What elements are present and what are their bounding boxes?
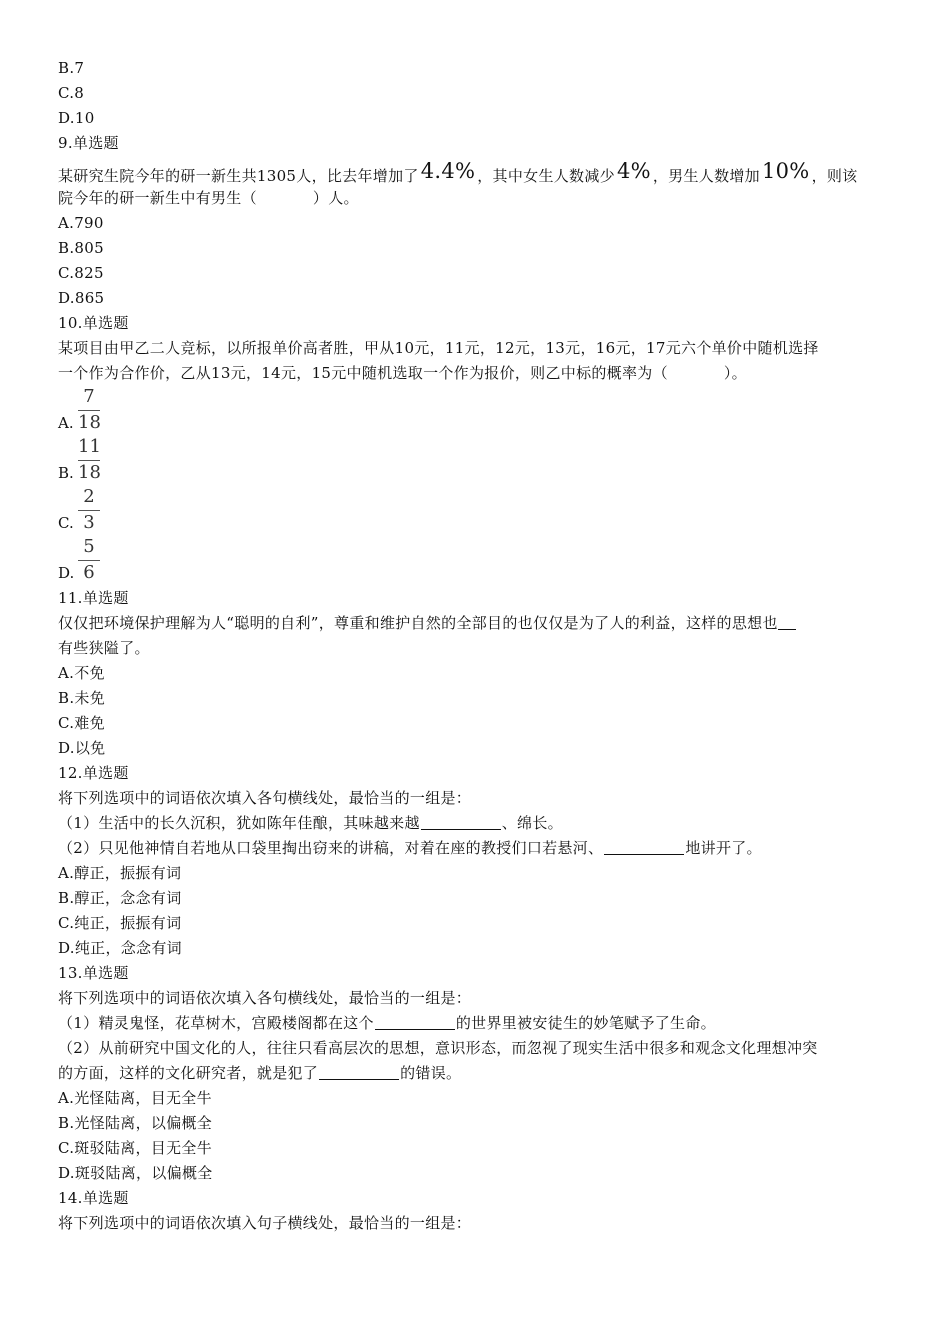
q10-option-c-label: C. — [58, 514, 74, 532]
q9-text-f: ）人。 — [312, 189, 359, 207]
q10-text-line1: 某项目由甲乙二人竞标，以所报单价高者胜，甲从10元，11元，12元，13元，16元，17元六个单价中随机选择 — [58, 339, 819, 357]
q9-option-b: B.805 — [58, 239, 104, 257]
q10-text-line2 — [58, 361, 888, 386]
q9-text-a: 某研究生院今年的研一新生共1305人，比去年增加了 — [58, 167, 419, 185]
q12-sentence-2 — [58, 836, 888, 861]
q8-option-d: D.10 — [58, 109, 95, 127]
q9-option-c: C.825 — [58, 264, 104, 282]
q12-sentence-1 — [58, 811, 888, 836]
q13-sentence-2-line1: （2）从前研究中国文化的人，往往只看高层次的思想，意识形态，而忽视了现实生活中很多和观念文化理想冲突 — [58, 1039, 818, 1057]
q11-option-d: D.以免 — [58, 739, 106, 757]
q13-s2-text-b: 的错误。 — [400, 1064, 462, 1082]
q10-option-d-label: D. — [58, 564, 75, 582]
q12-s1-text-b: 、绵长。 — [501, 814, 563, 832]
q13-option-b: B.光怪陆离，以偏概全 — [58, 1114, 213, 1132]
fraction — [78, 386, 100, 434]
q9-option-a: A.790 — [58, 214, 104, 232]
q13-intro: 将下列选项中的词语依次填入各句横线处，最恰当的一组是： — [58, 989, 472, 1007]
fraction-numerator: 11 — [78, 436, 101, 457]
fraction-bar — [78, 510, 100, 511]
q13-sentence-1 — [58, 1011, 888, 1036]
q13-s1-blank — [375, 1015, 455, 1030]
q10-header: 10.单选题 — [58, 314, 129, 332]
question-9 — [58, 131, 888, 311]
q13-option-d: D.斑驳陆离，以偏概全 — [58, 1164, 213, 1182]
fraction — [78, 536, 100, 584]
q10-option-a — [58, 386, 888, 436]
q14-intro: 将下列选项中的词语依次填入句子横线处，最恰当的一组是： — [58, 1214, 472, 1232]
q11-answer-blank — [778, 615, 796, 630]
q10-text-a: 一个作为合作价，乙从13元，14元，15元中随机选取一个作为报价，则乙中标的概率为（ — [58, 364, 668, 382]
q14-header: 14.单选题 — [58, 1189, 129, 1207]
q11-header: 11.单选题 — [58, 589, 129, 607]
q9-text-line1 — [58, 156, 888, 186]
q12-option-b: B.醇正，念念有词 — [58, 889, 182, 907]
question-12 — [58, 761, 888, 961]
question-14 — [58, 1186, 888, 1236]
q9-text-b: ，其中女生人数减少 — [477, 167, 615, 185]
q10-option-a-label: A. — [58, 414, 74, 432]
q13-option-c: C.斑驳陆离，目无全牛 — [58, 1139, 213, 1157]
q13-header: 13.单选题 — [58, 964, 129, 982]
q9-pct-male: 10% — [761, 159, 810, 183]
q10-option-c — [58, 486, 888, 536]
q11-option-b: B.未免 — [58, 689, 105, 707]
q12-option-c: C.纯正，振振有词 — [58, 914, 182, 932]
q9-option-d: D.865 — [58, 289, 105, 307]
q12-s2-text-a: （2）只见他神情自若地从口袋里掏出窃来的讲稿，对着在座的教授们口若悬河、 — [58, 839, 604, 857]
q9-text-e: 院今年的研一新生中有男生（ — [58, 189, 257, 207]
fraction-denominator: 3 — [83, 512, 95, 533]
q11-text-line1 — [58, 611, 888, 636]
q8-option-c: C.8 — [58, 84, 85, 102]
q11-text-line2: 有些狭隘了。 — [58, 639, 150, 657]
fraction-bar — [78, 460, 100, 461]
q13-s1-text-a: （1）精灵鬼怪，花草树木，宫殿楼阁都在这个 — [58, 1014, 374, 1032]
q13-s2-text-a: 的方面，这样的文化研究者，就是犯了 — [58, 1064, 319, 1082]
fraction — [78, 486, 100, 534]
q11-option-c: C.难免 — [58, 714, 105, 732]
q8-option-b: B.7 — [58, 59, 85, 77]
q9-pct-increase: 4.4% — [420, 159, 476, 183]
fraction — [78, 436, 100, 484]
q10-text-b: ）。 — [723, 364, 747, 382]
q9-header: 9.单选题 — [58, 134, 119, 152]
fraction-denominator: 18 — [78, 462, 101, 483]
fraction-denominator: 6 — [83, 562, 95, 583]
q8-options — [58, 56, 888, 131]
fraction-bar — [78, 560, 100, 561]
q11-text-a: 仅仅把环境保护理解为人“聪明的自利”，尊重和维护自然的全部目的也仅仅是为了人的利益，这样的思想也 — [58, 614, 778, 632]
exam-page — [58, 56, 888, 1236]
fraction-bar — [78, 410, 100, 411]
fraction-numerator: 7 — [83, 386, 95, 407]
q9-text-c: ，男生人数增加 — [652, 167, 760, 185]
q9-text-d: ，则该 — [811, 167, 858, 185]
q13-sentence-2-line2 — [58, 1061, 888, 1086]
q13-option-a: A.光怪陆离，目无全牛 — [58, 1089, 212, 1107]
q10-option-b-label: B. — [58, 464, 74, 482]
fraction-numerator: 2 — [83, 486, 95, 507]
q10-option-b — [58, 436, 888, 486]
q9-pct-female: 4% — [616, 159, 651, 183]
q12-s1-blank — [421, 815, 501, 830]
question-13 — [58, 961, 888, 1186]
q13-s1-text-b: 的世界里被安徒生的妙笔赋予了生命。 — [455, 1014, 716, 1032]
q10-option-d — [58, 536, 888, 586]
fraction-numerator: 5 — [83, 536, 95, 557]
q11-option-a: A.不免 — [58, 664, 105, 682]
q12-option-d: D.纯正，念念有词 — [58, 939, 182, 957]
q12-intro: 将下列选项中的词语依次填入各句横线处，最恰当的一组是： — [58, 789, 472, 807]
question-10 — [58, 311, 888, 586]
question-11 — [58, 586, 888, 761]
q13-s2-blank — [319, 1065, 399, 1080]
fraction-denominator: 18 — [78, 412, 101, 433]
q12-option-a: A.醇正，振振有词 — [58, 864, 182, 882]
q12-s2-blank — [604, 840, 684, 855]
q12-s1-text-a: （1）生活中的长久沉积，犹如陈年佳酿，其味越来越 — [58, 814, 420, 832]
q12-s2-text-b: 地讲开了。 — [685, 839, 762, 857]
q12-header: 12.单选题 — [58, 764, 129, 782]
q9-text-line2 — [58, 186, 888, 211]
